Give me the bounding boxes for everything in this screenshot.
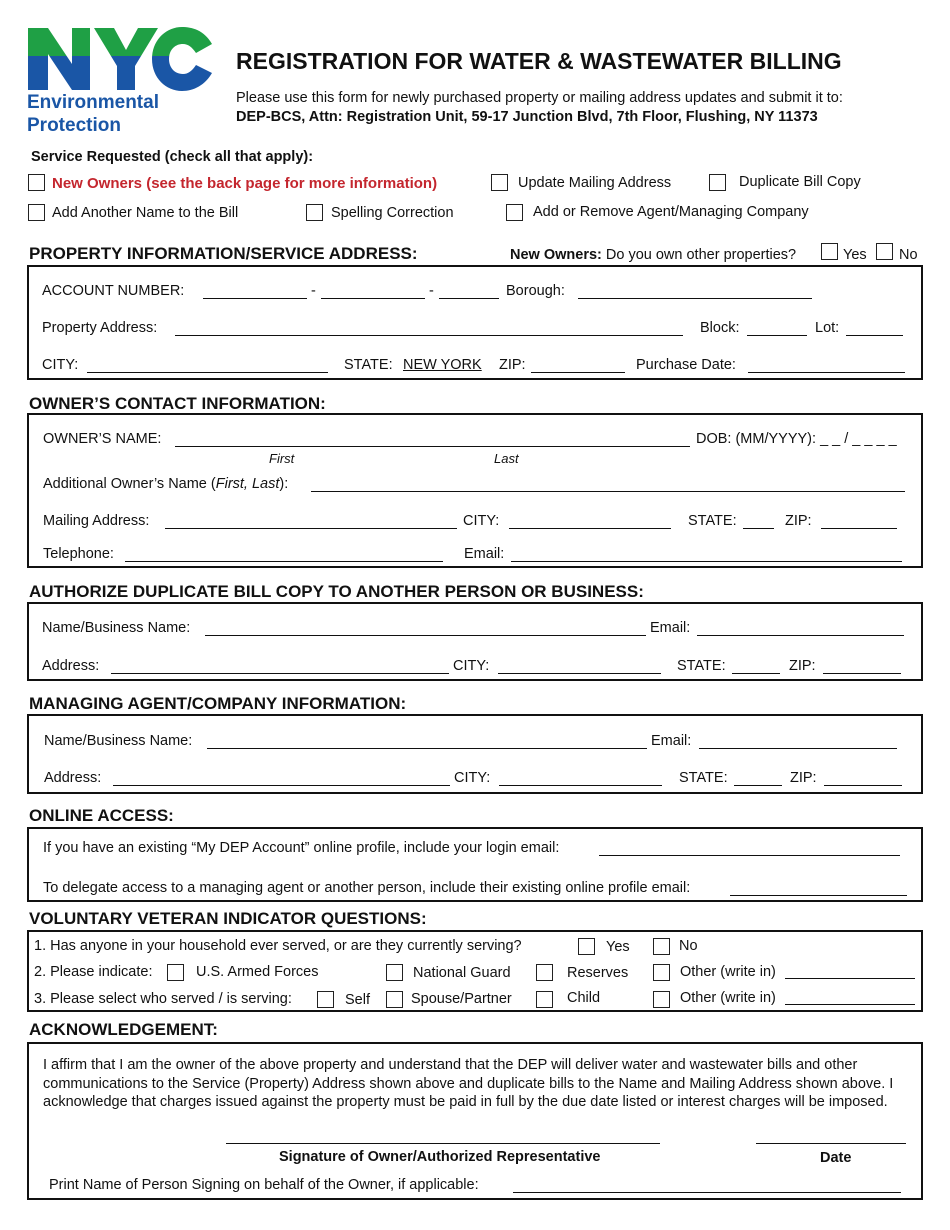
self-label: Self (345, 992, 370, 1008)
owner-email-label: Email: (464, 546, 505, 562)
logo-line-2: Protection (27, 115, 121, 136)
veteran-q3-label: 3. Please select who served / is serving: (34, 991, 292, 1007)
other-person-label: Other (write in) (680, 990, 776, 1006)
additional-owner-italic: First, Last (215, 476, 280, 492)
duplicate-info-box (27, 602, 923, 681)
other-service-checkbox[interactable] (653, 964, 670, 981)
new-owners-bold: New Owners: (510, 247, 602, 263)
owner-city-label: CITY: (463, 513, 500, 529)
duplicate-email-label: Email: (650, 620, 691, 636)
date-label: Date (820, 1150, 852, 1166)
lot-label: Lot: (815, 320, 840, 336)
nyc-logo-mark (26, 26, 214, 92)
new-owners-checkbox[interactable] (28, 174, 45, 191)
property-zip-label: ZIP: (499, 357, 526, 373)
other-properties-no-checkbox[interactable] (876, 243, 893, 260)
veteran-q1-label: 1. Has anyone in your household ever served, or are they currently serving? (34, 938, 522, 954)
owner-name-label: OWNER’S NAME: (43, 431, 162, 447)
owner-zip-field[interactable] (821, 528, 897, 529)
purchase-date-label: Purchase Date: (636, 357, 736, 373)
owner-section-heading: OWNER’S CONTACT INFORMATION: (29, 394, 326, 413)
property-city-field[interactable] (87, 372, 328, 373)
borough-label: Borough: (506, 283, 565, 299)
served-yes-checkbox[interactable] (578, 938, 595, 955)
duplicate-name-label: Name/Business Name: (42, 620, 191, 636)
duplicate-address-label: Address: (42, 658, 100, 674)
veteran-section-heading: VOLUNTARY VETERAN INDICATOR QUESTIONS: (29, 909, 427, 928)
property-state-label: STATE: (344, 357, 393, 373)
property-address-label: Property Address: (42, 320, 158, 336)
spelling-correction-checkbox[interactable] (306, 204, 323, 221)
account-number-label: ACCOUNT NUMBER: (42, 283, 185, 299)
owner-mailing-label: Mailing Address: (43, 513, 150, 529)
additional-owner-post: ): (279, 476, 289, 492)
duplicate-state-label: STATE: (677, 658, 726, 674)
self-checkbox[interactable] (317, 991, 334, 1008)
additional-owner-label (43, 476, 288, 492)
add-name-checkbox[interactable] (28, 204, 45, 221)
duplicate-state-field[interactable] (732, 673, 780, 674)
delegate-access-label: To delegate access to a managing agent or another person, include their existing online profile email: (43, 880, 691, 896)
online-access-box (27, 827, 923, 902)
nyc-dep-logo (26, 26, 216, 138)
other-properties-text: Do you own other properties? (605, 247, 797, 263)
duplicate-address-field[interactable] (111, 673, 449, 674)
owner-name-field[interactable] (175, 446, 690, 447)
armed-forces-checkbox[interactable] (167, 964, 184, 981)
other-properties-yes-checkbox[interactable] (821, 243, 838, 260)
owner-state-label: STATE: (688, 513, 737, 529)
agent-city-label: CITY: (454, 770, 491, 786)
account-number-field-2[interactable] (321, 298, 425, 299)
additional-owner-pre: Additional Owner’s Name ( (43, 476, 216, 492)
property-section-heading: PROPERTY INFORMATION/SERVICE ADDRESS: (29, 244, 418, 263)
owner-info-box (27, 413, 923, 568)
print-name-field[interactable] (513, 1192, 901, 1193)
service-requested-label: Service Requested (check all that apply): (31, 149, 314, 165)
first-name-hint: First (269, 451, 295, 466)
other-properties-yes-label: Yes (843, 247, 867, 263)
ack-box (27, 1042, 923, 1200)
agent-info-box (27, 714, 923, 794)
armed-forces-label: U.S. Armed Forces (196, 964, 319, 980)
agent-city-field[interactable] (499, 785, 662, 786)
existing-profile-label: If you have an existing “My DEP Account” online profile, include your login email: (43, 840, 560, 856)
duplicate-zip-field[interactable] (823, 673, 901, 674)
child-label: Child (567, 990, 601, 1006)
spelling-correction-label: Spelling Correction (331, 205, 454, 221)
agent-address-field[interactable] (113, 785, 450, 786)
borough-field[interactable] (578, 298, 812, 299)
other-service-write-in[interactable] (785, 978, 915, 979)
national-guard-checkbox[interactable] (386, 964, 403, 981)
veteran-q2-label: 2. Please indicate: (34, 964, 153, 980)
other-person-checkbox[interactable] (653, 991, 670, 1008)
served-yes-label: Yes (606, 939, 630, 955)
dob-label: DOB: (MM/YYYY): _ _ / _ _ _ _ (696, 431, 897, 447)
ack-section-heading: ACKNOWLEDGEMENT: (29, 1020, 218, 1039)
submission-address: DEP-BCS, Attn: Registration Unit, 59-17 Junction Blvd, 7th Floor, Flushing, NY 11373 (236, 109, 818, 125)
form-instruction: Please use this form for newly purchased property or mailing address updates and submit it to: (236, 90, 843, 106)
purchase-date-field[interactable] (748, 372, 905, 373)
update-mailing-label: Update Mailing Address (518, 175, 672, 191)
online-section-heading: ONLINE ACCESS: (29, 806, 174, 825)
other-properties-no-label: No (899, 247, 918, 263)
print-name-label: Print Name of Person Signing on behalf of the Owner, if applicable: (49, 1177, 479, 1193)
property-info-box (27, 265, 923, 380)
block-label: Block: (700, 320, 740, 336)
account-dash-1: - (311, 283, 316, 299)
spouse-partner-label: Spouse/Partner (411, 991, 512, 1007)
property-zip-field[interactable] (531, 372, 625, 373)
veteran-box (27, 930, 923, 1012)
additional-owner-field[interactable] (311, 491, 905, 492)
date-field[interactable] (756, 1143, 906, 1144)
telephone-field[interactable] (125, 561, 443, 562)
agent-email-label: Email: (651, 733, 692, 749)
reserves-checkbox[interactable] (536, 964, 553, 981)
account-number-field-3[interactable] (439, 298, 499, 299)
owner-city-field[interactable] (509, 528, 671, 529)
account-dash-2: - (429, 283, 434, 299)
duplicate-name-field[interactable] (205, 635, 646, 636)
telephone-label: Telephone: (43, 546, 114, 562)
duplicate-email-field[interactable] (697, 635, 904, 636)
agent-state-label: STATE: (679, 770, 728, 786)
form-title: REGISTRATION FOR WATER & WASTEWATER BILLING (236, 48, 842, 74)
block-field[interactable] (747, 335, 807, 336)
agent-company-label: Add or Remove Agent/Managing Company (533, 204, 809, 220)
agent-name-label: Name/Business Name: (44, 733, 193, 749)
update-mailing-checkbox[interactable] (491, 174, 508, 191)
lot-field[interactable] (846, 335, 903, 336)
other-service-label: Other (write in) (680, 964, 776, 980)
reserves-label: Reserves (567, 965, 629, 981)
account-number-field-1[interactable] (203, 298, 307, 299)
last-name-hint: Last (494, 451, 519, 466)
ack-statement: I affirm that I am the owner of the above property and understand that the DEP will deliver water and wastewater bills and other communications to the Service (Property) Address shown above and duplicate bills to the Name and Mailing Address shown above. I acknowledge that charges issued against the property must be paid in full by the due date listed or interest charges will be imposed. (43, 1057, 894, 1110)
owner-mailing-field[interactable] (165, 528, 457, 529)
agent-address-label: Address: (44, 770, 102, 786)
signature-field[interactable] (226, 1143, 660, 1144)
other-person-write-in[interactable] (785, 1004, 915, 1005)
agent-state-field[interactable] (734, 785, 782, 786)
agent-name-field[interactable] (207, 748, 647, 749)
property-address-field[interactable] (175, 335, 683, 336)
agent-zip-label: ZIP: (790, 770, 817, 786)
agent-company-checkbox[interactable] (506, 204, 523, 221)
duplicate-city-label: CITY: (453, 658, 490, 674)
duplicate-city-field[interactable] (498, 673, 661, 674)
delegate-access-email-field[interactable] (730, 895, 907, 896)
logo-line-1: Environmental (27, 92, 159, 113)
agent-section-heading: MANAGING AGENT/COMPANY INFORMATION: (29, 694, 407, 713)
duplicate-zip-label: ZIP: (789, 658, 816, 674)
owner-zip-label: ZIP: (785, 513, 812, 529)
agent-email-field[interactable] (699, 748, 897, 749)
property-state-value: NEW YORK (403, 357, 482, 373)
owner-state-field[interactable] (743, 528, 774, 529)
spouse-partner-checkbox[interactable] (386, 991, 403, 1008)
owner-email-field[interactable] (511, 561, 902, 562)
agent-zip-field[interactable] (824, 785, 902, 786)
duplicate-section-heading: AUTHORIZE DUPLICATE BILL COPY TO ANOTHER PERSON OR BUSINESS: (29, 582, 644, 601)
other-properties-question (510, 247, 796, 263)
national-guard-label: National Guard (413, 965, 511, 981)
duplicate-bill-checkbox[interactable] (709, 174, 726, 191)
new-owners-label: New Owners (see the back page for more information) (52, 175, 438, 192)
property-city-label: CITY: (42, 357, 79, 373)
served-no-checkbox[interactable] (653, 938, 670, 955)
signature-label: Signature of Owner/Authorized Representative (279, 1149, 601, 1165)
duplicate-bill-label: Duplicate Bill Copy (739, 174, 861, 190)
existing-profile-email-field[interactable] (599, 855, 900, 856)
served-no-label: No (679, 938, 698, 954)
add-name-label: Add Another Name to the Bill (52, 205, 239, 221)
child-checkbox[interactable] (536, 991, 553, 1008)
